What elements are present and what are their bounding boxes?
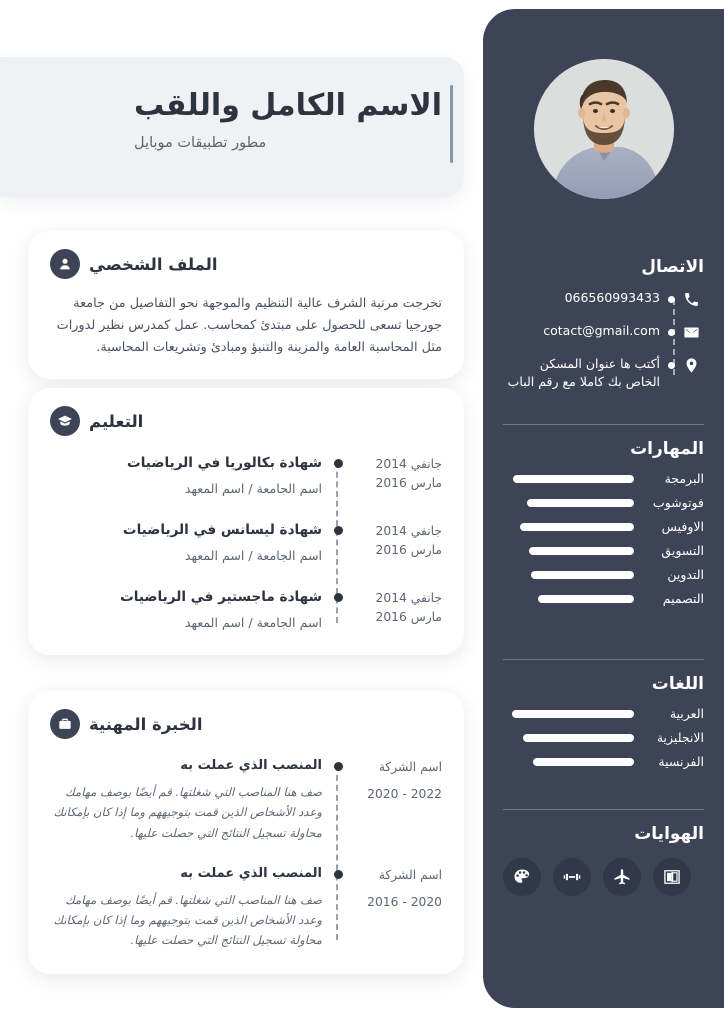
- skill-bar-fill: [527, 499, 634, 507]
- contact-address-value: أكتب ها عنوان المسكن الخاص بك كاملا مع رقم الباب: [507, 356, 660, 390]
- timeline-dot: [330, 588, 346, 602]
- skill-label: التدوين: [667, 567, 704, 582]
- timeline-dot: [330, 865, 346, 879]
- location-icon: [678, 355, 704, 375]
- skill-bar-track: [503, 571, 634, 579]
- book-icon[interactable]: [653, 858, 691, 896]
- education-institution: اسم الجامعة / اسم المعهد: [184, 614, 322, 630]
- hobbies-list: [503, 858, 704, 896]
- skill-bar-track: [503, 523, 634, 531]
- person-icon: [50, 249, 80, 279]
- experience-item: [50, 757, 442, 843]
- skill-bar-fill: [520, 523, 634, 531]
- email-icon: [678, 322, 704, 342]
- profile-title: الملف الشخصي: [89, 254, 218, 274]
- education-institution: اسم الجامعة / اسم المعهد: [184, 547, 322, 563]
- language-label: العربية: [669, 706, 704, 721]
- education-institution: اسم الجامعة / اسم المعهد: [184, 481, 322, 497]
- education-item: [50, 454, 442, 499]
- experience-body: [50, 757, 330, 843]
- contact-list: [503, 289, 704, 391]
- contact-item-address[interactable]: [503, 355, 704, 391]
- skill-label: فوتوشوب: [652, 495, 704, 510]
- briefcase-icon: [50, 709, 80, 739]
- education-degree: شهادة ليسانس في الرياضيات: [122, 521, 322, 538]
- palette-icon[interactable]: [503, 858, 541, 896]
- page-title: الاسم الكامل واللقب: [134, 88, 442, 123]
- education-timeline: [50, 450, 442, 633]
- languages-title: اللغات: [651, 674, 704, 694]
- experience-item: [50, 865, 442, 951]
- education-date: جانفي 2014 مارس 2016: [375, 523, 442, 557]
- language-bar-fill: [533, 758, 634, 766]
- skill-item: [503, 543, 704, 558]
- skill-label: الاوفيس: [661, 519, 704, 534]
- education-date: جانفي 2014 مارس 2016: [375, 457, 442, 491]
- experience-header: [50, 709, 442, 739]
- hobbies-section: [503, 824, 704, 896]
- profile-card: [28, 231, 464, 379]
- header-card: [0, 57, 464, 197]
- avatar: [534, 59, 674, 199]
- language-label: الفرنسية: [658, 754, 704, 769]
- experience-meta: اسم الشركة 2016 - 2020: [367, 867, 442, 909]
- language-bar-fill: [523, 734, 634, 742]
- sidebar-divider: [503, 659, 704, 660]
- education-item: [50, 521, 442, 566]
- contact-item-phone[interactable]: [503, 289, 704, 309]
- experience-role: المنصب الذي عملت به: [180, 865, 322, 881]
- contact-email-value: cotact@gmail.com: [543, 323, 660, 338]
- language-item: [503, 754, 704, 769]
- skill-label: التصميم: [662, 591, 704, 606]
- phone-icon: [678, 289, 704, 309]
- profile-header: [50, 249, 442, 279]
- language-bar-track: [503, 758, 634, 766]
- profile-text: تخرجت مرتبة الشرف عالية التنظيم والموجهة نحو التفاصيل من جامعة جورجيا تسعى للحصول على مبتدئ كمحاسب. عمل كمدرس نظير لدورات مثل المحاسبة العامة والمزينة والتنبؤ ومبادئ وتشريعات المحاسبة.: [56, 296, 442, 355]
- education-body: [50, 521, 330, 566]
- experience-role: المنصب الذي عملت به: [180, 758, 322, 773]
- dumbbell-icon[interactable]: [553, 858, 591, 896]
- header-inner: [134, 57, 464, 197]
- skill-item: [503, 495, 704, 510]
- skills-title: المهارات: [630, 439, 704, 459]
- education-body: [50, 454, 330, 499]
- language-item: [503, 730, 704, 745]
- language-bar-track: [503, 734, 634, 742]
- skill-item: [503, 567, 704, 582]
- contact-dot: [664, 322, 678, 342]
- skill-item: [503, 591, 704, 606]
- skill-bar-fill: [513, 475, 634, 483]
- contact-item-email[interactable]: [503, 322, 704, 342]
- experience-timeline: [50, 753, 442, 950]
- experience-description: صف هنا المناصب التي شغلتها. قم أيضًا بوصف مهامك وعدد الأشخاص الذين قمت بتوجيههم وما إذا كان بإمكانك محاولة تسجيل النتائج التي حصلت عليها.: [53, 892, 322, 948]
- education-degree: شهادة بكالوريا في الرياضيات: [127, 455, 322, 471]
- language-bar-track: [503, 710, 634, 718]
- timeline-dot: [330, 757, 346, 771]
- skill-item: [503, 519, 704, 534]
- timeline-dot: [330, 521, 346, 535]
- contact-dot: [664, 355, 678, 375]
- contact-section: [503, 257, 704, 404]
- education-card: [28, 388, 464, 655]
- skills-section: [503, 439, 704, 615]
- education-item: [50, 588, 442, 633]
- language-bar-fill: [512, 710, 634, 718]
- airplane-icon[interactable]: [603, 858, 641, 896]
- graduation-cap-icon: [50, 406, 80, 436]
- skill-label: التسويق: [661, 543, 704, 558]
- timeline-dot: [330, 454, 346, 468]
- education-title: التعليم: [89, 411, 144, 431]
- experience-title: الخبرة المهنية: [89, 714, 203, 734]
- experience-body: [50, 865, 330, 951]
- portrait-photo: [534, 59, 674, 199]
- language-label: الانجليزية: [656, 730, 704, 745]
- skill-bar-fill: [531, 571, 634, 579]
- hobbies-title: الهوايات: [634, 824, 704, 844]
- skill-bar-track: [503, 595, 634, 603]
- language-item: [503, 706, 704, 721]
- skill-bar-fill: [538, 595, 634, 603]
- contact-phone-value: 066560993433: [564, 290, 660, 305]
- contact-dot: [664, 289, 678, 309]
- education-degree: شهادة ماجستير في الرياضيات: [120, 588, 322, 605]
- sidebar-divider: [503, 424, 704, 425]
- experience-meta: اسم الشركة 2020 - 2022: [367, 760, 442, 802]
- education-date: جانفي 2014 مارس 2016: [375, 590, 442, 624]
- languages-section: [503, 674, 704, 778]
- skill-item: [503, 471, 704, 486]
- sidebar-divider: [503, 809, 704, 810]
- skill-bar-track: [503, 475, 634, 483]
- contact-title: الاتصال: [641, 257, 704, 277]
- skills-list: [503, 471, 704, 606]
- experience-description: صف هنا المناصب التي شغلتها. قم أيضًا بوصف مهامك وعدد الأشخاص الذين قمت بتوجيههم وما إذا كان بإمكانك محاولة تسجيل النتائج التي حصلت عليها.: [53, 785, 322, 840]
- sidebar: [483, 9, 724, 1008]
- education-body: [50, 588, 330, 633]
- skill-bar-track: [503, 547, 634, 555]
- experience-card: [28, 691, 464, 974]
- skill-bar-track: [503, 499, 634, 507]
- skill-bar-fill: [529, 547, 634, 555]
- skill-label: البرمجة: [664, 471, 704, 486]
- education-header: [50, 406, 442, 436]
- job-title: مطور تطبيقات موبايل: [134, 134, 267, 151]
- languages-list: [503, 706, 704, 769]
